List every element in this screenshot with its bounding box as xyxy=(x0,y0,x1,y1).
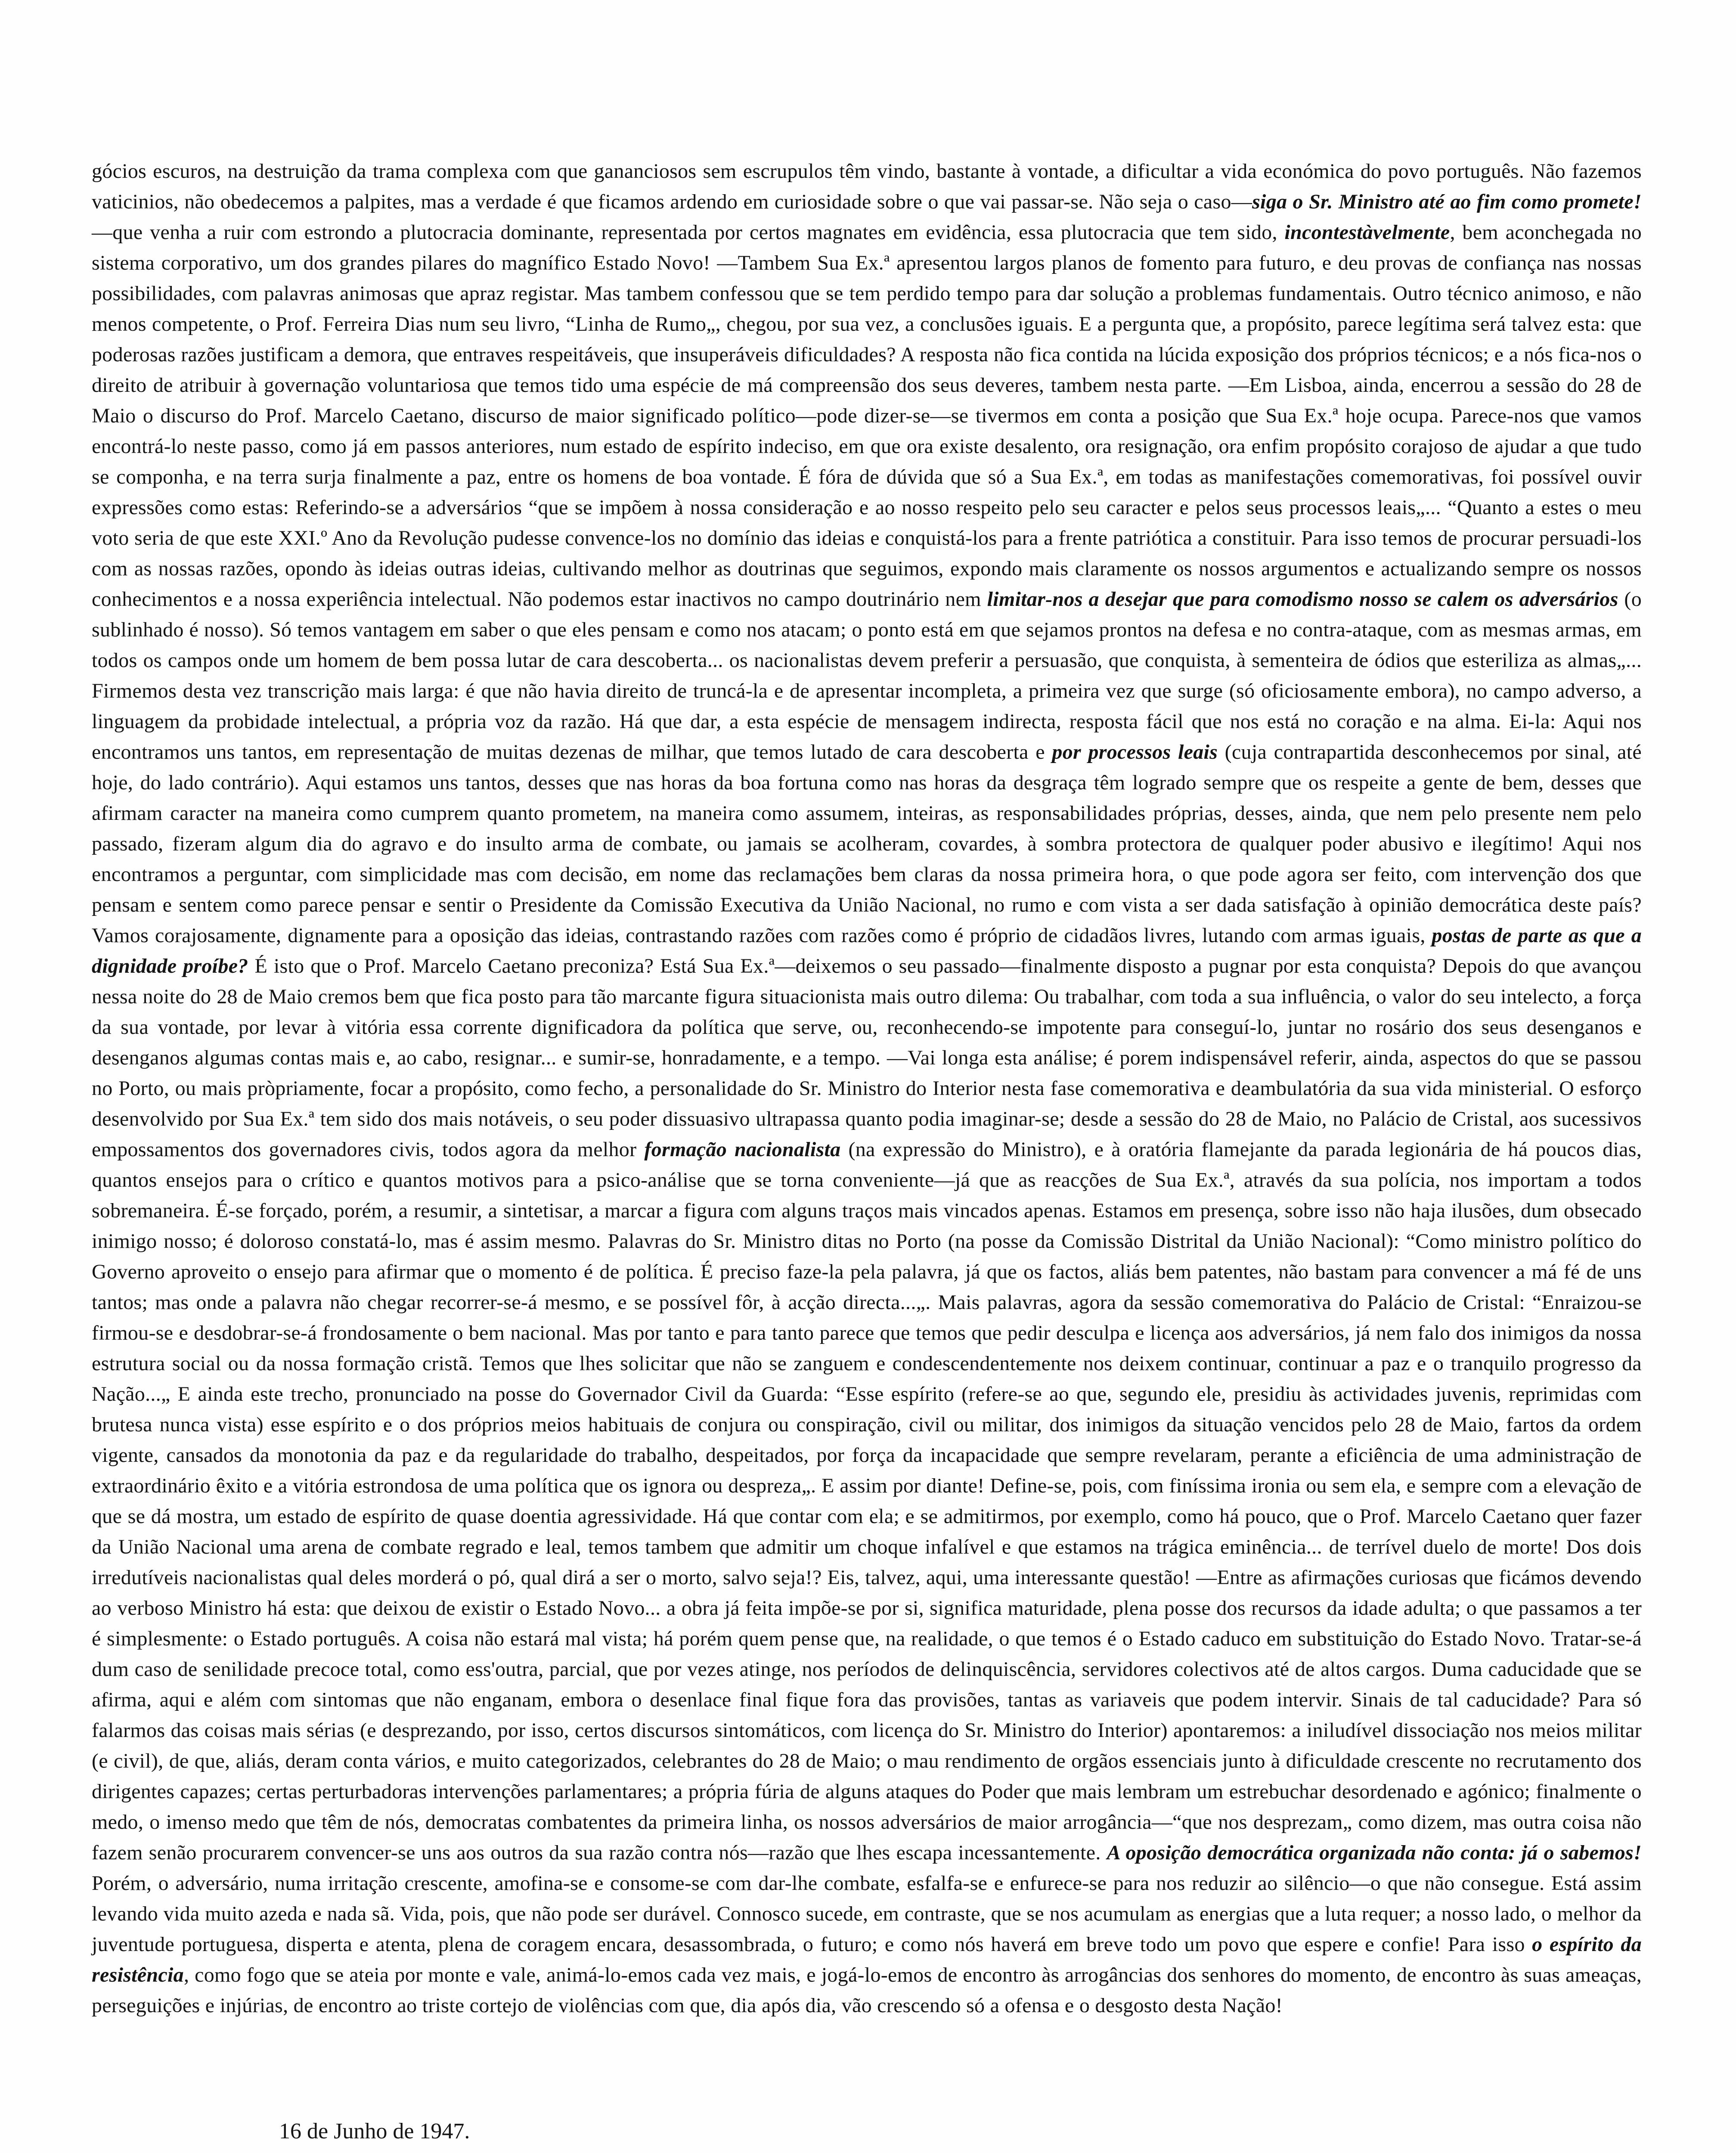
body-segment: (na expressão do Ministro), e à oratória flamejante da parada legionária de há poucos dias, quantos ensejos para o crítico e quantos motivos para a psico-análise que se torna conveniente—já que as reacções de Sua Ex.ª, através da sua polícia, nos importam a todos sobremaneira. É-se forçado, porém, a resumir, a sintetisar, a marcar a figura com alguns traços mais vincados apenas. Estamos em presença, sobre isso não haja ilusões, dum obsecado inimigo nosso; é doloroso constatá-lo, mas é assim mesmo. Palavras do Sr. Ministro ditas no Porto (na posse da Comissão Distrital da União Nacional): “Como ministro político do Governo aproveito o ensejo para afirmar que o momento é de política. É preciso faze-la pela palavra, já que os factos, aliás bem patentes, não bastam para convencer a má fé de uns tantos; mas onde a palavra não chegar recorrer-se-á mesmo, e se possível fôr, à acção directa...„. Mais palavras, agora da sessão comemorativa do Palácio de Cristal: “Enraizou-se firmou-se e desdobrar-se-á frondosamente o bem nacional. Mas por tanto e para tanto parece que temos que pedir desculpa e licença aos adversários, já nem falo dos inimigos da nossa estrutura social ou da nossa formação cristã. Temos que lhes solicitar que não se zanguem e condescendentemente nos deixem continuar, continuar a paz e o tranquilo progresso da Nação...„ E ainda este trecho, pronunciado na posse do Governador Civil da Guarda: “Esse espírito (refere-se ao que, segundo ele, presidiu às actividades juvenis, reprimidas com brutesa nunca vista) esse espírito e o dos próprios meios habituais de conjura ou conspiração, civil ou militar, dos inimigos da situação vencidos pelo 28 de Maio, fartos da ordem vigente, cansados da monotonia da paz e da regularidade do trabalho, despeitados, por força da incapacidade que sempre revelaram, perante a eficiência de uma administração de extraordinário êxito e a vitória estrondosa de uma política que os ignora ou despreza„. E assim por diante! Define-se, pois, com finíssima ironia ou sem ela, e sempre com a elevação de que se dá mostra, um estado de espírito de quase doentia agressividade. Há que contar com ela; e se admitirmos, por exemplo, como há pouco, que o Prof. Marcelo Caetano quer fazer da União Nacional uma arena de combate regrado e leal, temos tambem que admitir um choque infalível e que estamos na trágica eminência... de terrível duelo de morte! Dos dois irredutíveis nacionalistas qual deles morderá o pó, qual dirá a ser o morto, salvo seja!? Eis, talvez, aqui, uma interessante questão! —Entre as afirmações curiosas que ficámos devendo ao verboso Ministro há esta: que deixou de existir o Estado Novo... a obra já feita impõe-se por si, significa maturidade, plena posse dos recursos da idade adulta; o que passamos a ter é simplesmente: o Estado português. A coisa não estará mal vista; há porém quem pense que, na realidade, o que temos é o Estado caduco em substituição do Estado Novo. Tratar-se-á dum caso de senilidade precoce total, como ess'outra, parcial, que por vezes atinge, nos períodos de delinquiscência, servidores colectivos até de altos cargos. Duma caducidade que se afirma, aqui e além com sintomas que não enganam, embora o desenlace final fique fora das provisões, tantas as variaveis que podem intervir. Sinais de tal caducidade? Para só falarmos das coisas mais sérias (e desprezando, por isso, certos discursos sintomáticos, com licença do Sr. Ministro do Interior) apontaremos: a iniludível dissociação nos meios militar (e civil), de que, aliás, deram conta vários, e muito categorizados, celebrantes do 28 de Maio; o mau rendimento de orgãos essenciais junto à dificuldade crescente no recrutamento dos dirigentes capazes; certas perturbadoras intervenções parlamentares; a própria fúria de alguns ataques do Poder que mais lembram um estrebuchar desordenado e agónico; finalmente o medo, o imenso medo que têm de nós, democratas combatentes da primeira linha, os nossos adversários de maior arrogância—“que nos desprezam„ como dizem, mas outra coisa não fazem senão procurarem convencer-se uns aos outros da sua razão contra nós—razão que lhes escapa incessantemente. xyxy=(92,1138,1642,1864)
emphasis-text: formação nacionalista xyxy=(644,1138,841,1161)
body-segment: É isto que o Prof. Marcelo Caetano preconiza? Está Sua Ex.ª—deixemos o seu passado—finalmente disposto a pugnar por esta conquista? Depois do que avançou nessa noite do 28 de Maio cremos bem que fica posto para tão marcante figura situacionista mais outro dilema: Ou trabalhar, com toda a sua influência, o valor do seu intelecto, a força da sua vontade, por levar à vitória essa corrente dignificadora da política que serve, ou, reconhecendo-se impotente para conseguí-lo, juntar no rosário dos seus desenganos e desenganos algumas contas mais e, ao cabo, resignar... e sumir-se, honradamente, e a tempo. —Vai longa esta análise; é porem indispensável referir, ainda, aspectos do que se passou no Porto, ou mais pròpriamente, focar a propósito, como fecho, a personalidade do Sr. Ministro do Interior nesta fase comemorativa e deambulatória da sua vida ministerial. O esforço desenvolvido por Sua Ex.ª tem sido dos mais notáveis, o seu poder dissuasivo ultrapassa quanto podia imaginar-se; desde a sessão do 28 de Maio, no Palácio de Cristal, aos sucessivos empossamentos dos governadores civis, todos agora da melhor xyxy=(92,955,1642,1161)
body-segment: , como fogo que se ateia por monte e vale, animá-lo-emos cada vez mais, e jogá-lo-emos de encontro às arrogâncias dos senhores do momento, de encontro às suas ameaças, perseguições e injúrias, de encontro ao triste cortejo de violências com que, dia após dia, vão crescendo só a ofensa e o desgosto desta Nação! xyxy=(92,1964,1642,2017)
body-segment: Porém, o adversário, numa irritação crescente, amofina-se e consome-se com dar-lhe combate, esfalfa-se e enfurece-se para nos reduzir ao silêncio—o que não consegue. Está assim levando vida muito azeda e nada sã. Vida, pois, que não pode ser durável. Connosco sucede, em contraste, que se nos acumulam as energias que a luta requer; a nosso lado, o melhor da juventude portuguesa, disperta e atenta, plena de coragem encara, desassombrada, o futuro; e como nós haverá em breve todo um povo que espere e confie! Para isso xyxy=(92,1872,1642,1956)
emphasis-text: incontestàvelmente xyxy=(1284,221,1450,244)
emphasis-text: postas de parte as que a dignidade proíbe? xyxy=(92,924,1642,977)
emphasis-text: limitar-nos a desejar que para comodismo nosso se calem os adversários xyxy=(987,588,1618,611)
body-segment: (o sublinhado é nosso). Só temos vantagem em saber o que eles pensam e como nos atacam; o ponto está em que sejamos prontos na defesa e no contra-ataque, com as mesmas armas, em todos os campos onde um homem de bem possa lutar de cara descoberta... os nacionalistas devem preferir a persuasão, que conquista, à sementeira de ódios que esteriliza as almas„... Firmemos desta vez transcrição mais larga: é que não havia direito de truncá-la e de apresentar incompleta, a primeira vez que surge (só oficiosamente embora), no campo adverso, a linguagem da probidade intelectual, a própria voz da razão. Há que dar, a esta espécie de mensagem indirecta, resposta fácil que nos está no coração e na alma. Ei-la: Aqui nos encontramos uns tantos, em representação de muitas dezenas de milhar, que temos lutado de cara descoberta e xyxy=(92,588,1642,763)
body-segment: (cuja contrapartida desconhecemos por sinal, até hoje, do lado contrário). Aqui estamos uns tantos, desses que nas horas da boa fortuna como nas horas da desgraça têm logrado sempre que os respeite a gente de bem, desses que afirmam caracter na maneira como cumprem quanto prometem, na maneira como assumem, inteiras, as responsabilidades próprias, desses, ainda, que nem pelo presente nem pelo passado, fizeram algum dia do agravo e do insulto arma de combate, ou jamais se acolheram, covardes, à sombra protectora de qualquer poder abusivo e ilegítimo! Aqui nos encontramos a perguntar, com simplicidade mas com decisão, em nome das reclamações bem claras da nossa primeira hora, o que pode agora ser feito, com intervenção dos que pensam e sentem como parece pensar e sentir o Presidente da Comissão Executiva da União Nacional, no rumo e com vista a ser dada satisfação à opinião democrática deste país? Vamos corajosamente, dignamente para a oposição das ideias, contrastando razões com razões como é próprio de cidadãos livres, lutando com armas iguais, xyxy=(92,741,1642,947)
emphasis-text: por processos leais xyxy=(1052,741,1218,763)
emphasis-text: o espírito da resistência xyxy=(92,1933,1642,1986)
body-segment: gócios escuros, na destruição da trama complexa com que gananciosos sem escrupulos têm vindo, bastante à vontade, a dificultar a vida económica do povo português. Não fazemos vaticinios, não obedecemos a palpites, mas a verdade é que ficamos ardendo em curiosidade sobre o que vai passar-se. Não seja o caso— xyxy=(92,160,1642,213)
document-date: 16 de Junho de 1947. xyxy=(279,2119,470,2144)
body-text xyxy=(92,156,1642,2021)
emphasis-text: siga o Sr. Ministro até ao fim como promete! xyxy=(1252,190,1642,213)
body-segment: , bem aconchegada no sistema corporativo, um dos grandes pilares do magnífico Estado Novo! —Tambem Sua Ex.ª apresentou largos planos de fomento para futuro, e deu provas de confiança nas nossas possibilidades, com palavras animosas que apraz registar. Mas tambem confessou que se tem perdido tempo para dar solução a problemas fundamentais. Outro técnico animoso, e não menos competente, o Prof. Ferreira Dias num seu livro, “Linha de Rumo„, chegou, por sua vez, a conclusões iguais. E a pergunta que, a propósito, parece legítima será talvez esta: que poderosas razões justificam a demora, que entraves respeitáveis, que insuperáveis dificuldades? A resposta não fica contida na lúcida exposição dos próprios técnicos; e a nós fica-nos o direito de atribuir à governação voluntariosa que temos tido uma espécie de má compreensão dos seus deveres, tambem nesta parte. —Em Lisboa, ainda, encerrou a sessão do 28 de Maio o discurso do Prof. Marcelo Caetano, discurso de maior significado político—pode dizer-se—se tivermos em conta a posição que Sua Ex.ª hoje ocupa. Parece-nos que vamos encontrá-lo neste passo, como já em passos anteriores, num estado de espírito indeciso, em que ora existe desalento, ora resignação, ora enfim propósito corajoso de ajudar a que tudo se componha, e na terra surja finalmente a paz, entre os homens de boa vontade. É fóra de dúvida que só a Sua Ex.ª, em todas as manifestações comemorativas, foi possível ouvir expressões como estas: Referindo-se a adversários “que se impõem à nossa consideração e ao nosso respeito pelo seu caracter e pelos seus processos leais„... “Quanto a estes o meu voto seria de que este XXI.º Ano da Revolução pudesse convence-los no domínio das ideias e conquistá-los para a frente patriótica a constituir. Para isso temos de procurar persuadi-los com as nossas razões, opondo às ideias outras ideias, cultivando melhor as doutrinas que seguimos, expondo mais claramente os nossos argumentos e actualizando sempre os nossos conhecimentos e a nossa experiência intelectual. Não podemos estar inactivos no campo doutrinário nem xyxy=(92,221,1642,611)
emphasis-text: A oposição democrática organizada não conta: já o sabemos! xyxy=(1107,1841,1642,1864)
body-segment: —que venha a ruir com estrondo a plutocracia dominante, representada por certos magnates em evidência, essa plutocracia que tem sido, xyxy=(92,221,1285,244)
